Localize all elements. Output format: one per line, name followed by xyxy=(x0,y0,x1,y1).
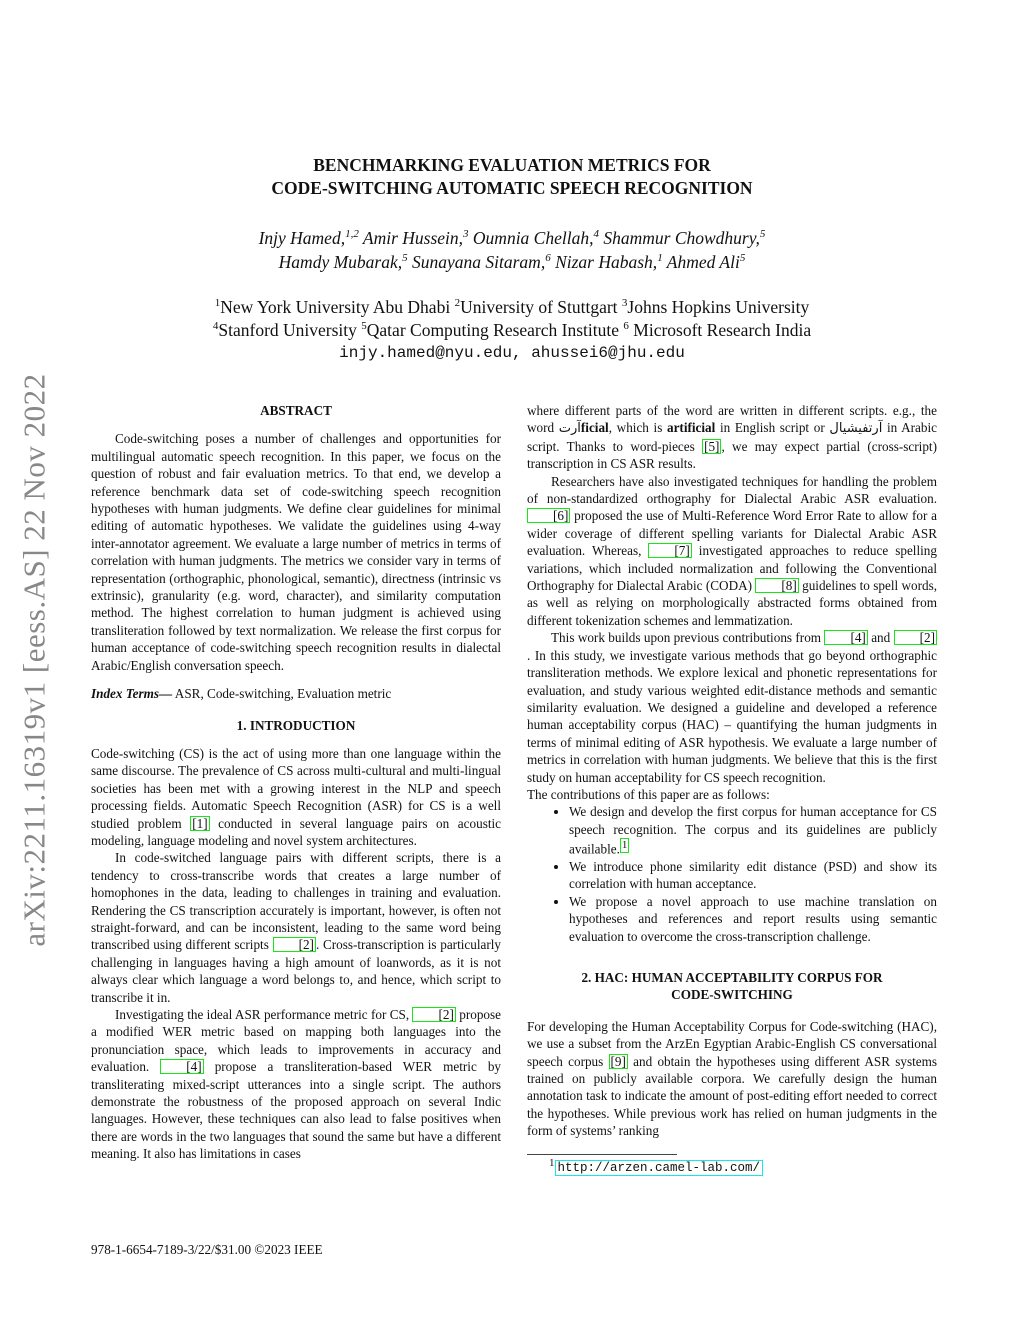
citation-link[interactable]: [1] xyxy=(192,815,208,831)
right-paragraph-2 xyxy=(527,473,937,630)
left-column xyxy=(91,402,501,1163)
affiliation-line-2 xyxy=(120,319,904,342)
text-run: investigated approaches to reduce spelling variations, which included normalization and following the Conventional Orthography for Dialectal Arabic (CODA) xyxy=(527,543,937,594)
author-sup: 4 xyxy=(593,228,599,241)
affil-sup: 3 xyxy=(621,297,628,310)
affil-sup: 5 xyxy=(361,320,367,333)
arabic-word: آرتفيشيال xyxy=(829,421,883,437)
list-item: • We introduce phone similarity edit distance (PSD) and show its correlation with human acceptance. xyxy=(569,858,937,893)
author-list xyxy=(120,226,904,274)
right-paragraph-3 xyxy=(527,629,937,786)
citation-link[interactable]: [7] xyxy=(648,543,691,558)
footnote xyxy=(527,1156,937,1176)
author-sup: 5 xyxy=(739,252,746,265)
index-terms-values: ASR, Code-switching, Evaluation metric xyxy=(174,686,392,702)
footnote-divider xyxy=(527,1154,677,1155)
affil-sup: 6 xyxy=(623,320,629,333)
footnote-url-link[interactable]: http://arzen.camel-lab.com/ xyxy=(555,1160,764,1176)
author-name: Injy Hamed, xyxy=(258,228,346,248)
text-run: propose a modified WER metric based on mapping both languages into the pronunciation space, which leads to improvements in accuracy and evaluation. xyxy=(91,1007,501,1075)
arabic-word: آرت xyxy=(558,421,581,437)
citation-link[interactable]: [2] xyxy=(273,937,316,952)
citation-link[interactable]: [4] xyxy=(160,1059,203,1074)
text-run: and obtain the hypotheses using different ASR systems trained on publicly available corpora. We carefully design the human annotation task to indicate the amount of post-editing effort needed to correct the hypotheses. While previous work has relied on human judgments in the form of systems’ ranking xyxy=(527,1053,937,1139)
section-2-paragraph xyxy=(527,1018,937,1140)
text-run: conducted in several language pairs on acoustic modeling, language modeling and novel system architectures. xyxy=(91,815,502,848)
right-paragraph-1 xyxy=(527,402,937,473)
text-run: where different parts of the word are written in different scripts. e.g., the word xyxy=(527,403,937,436)
index-terms xyxy=(91,685,501,702)
footnote-mark: 1 xyxy=(549,1156,555,1169)
author-sup: 6 xyxy=(545,252,551,265)
text-run: , we may expect partial (cross-script) transcription in CS ASR results. xyxy=(527,438,937,472)
intro-paragraph-1 xyxy=(91,745,501,849)
text-run: . In this study, we investigate various methods that go beyond orthographic transliteration methods. We explore lexical and phonetic representations for evaluation, and study various weighted edit-distance methods and semantic similarity evaluation. We designed a guideline and developed a reference human acceptability corpus (HAC) – quantifying the human judgments in terms of minimal editing of ASR hypothesis. We evaluate a large number of metrics in correlation with human judgments. We believe that this is the first study on human acceptability for CS speech recognition. xyxy=(527,647,937,785)
affil-name: Stanford University xyxy=(218,320,357,340)
text-run: . Cross-transcription is particularly challenging in languages having a high amount of loanwords, as it is not always clear which language a word belongs to, and hence, which script to transcribe it in. xyxy=(91,937,502,1005)
right-column xyxy=(527,402,937,1176)
citation-link[interactable]: [5] xyxy=(704,438,720,454)
author-sup: 5 xyxy=(402,252,408,265)
citation-link[interactable]: [6] xyxy=(527,508,570,523)
heading-line: CODE-SWITCHING xyxy=(671,987,793,1003)
text-run: guidelines to spell words, as well as relying on morphologically abstracted forms obtained from different tokenization schemes and lemmatization. xyxy=(527,578,938,628)
text-run: We design and develop the first corpus for human acceptance for CS speech recognition. The corpus and its guidelines are publicly available. xyxy=(569,804,937,857)
author-name: Nizar Habash, xyxy=(555,252,658,272)
text-run: Investigating the ideal ASR performance metric for CS, xyxy=(115,1007,410,1022)
affil-name: Johns Hopkins University xyxy=(627,297,810,317)
intro-heading: 1. INTRODUCTION xyxy=(236,717,356,733)
affiliations xyxy=(120,296,904,364)
title-line-1: BENCHMARKING EVALUATION METRICS FOR xyxy=(313,155,711,175)
author-name: Ahmed Ali xyxy=(666,252,740,272)
author-name: Amir Hussein, xyxy=(362,228,464,248)
arxiv-stamp-container xyxy=(0,335,70,985)
affil-sup: 4 xyxy=(212,320,219,333)
citation-link[interactable]: [2] xyxy=(894,630,937,645)
author-name: Oumnia Chellah, xyxy=(472,228,594,248)
text-run: Researchers have also investigated techniques for handling the problem of non-standardized orthography for Dialectal Arabic ASR evaluation. xyxy=(527,473,937,507)
text-run: Code-switching (CS) is the act of using more than one language within the same discourse. The prevalence of CS across multi-cultural and multi-lingual societies has been met with a growing interest in the NLP and speech processing fields. Automatic Speech Recognition (ASR) for CS is a well studied problem xyxy=(91,745,501,831)
list-item: • We propose a novel approach to use machine translation on hypotheses and references and report results using semantic evaluation to overcome the cross-transcription challenge. xyxy=(569,893,937,945)
bold-word: ficial xyxy=(580,420,609,436)
contributions-list xyxy=(527,803,937,945)
list-item xyxy=(569,803,937,858)
citation-link[interactable]: [8] xyxy=(755,578,798,593)
text-run: and xyxy=(871,630,891,646)
intro-paragraph-2 xyxy=(91,849,501,1006)
text-run: propose a transliteration-based WER metric by transliterating mixed-script utterances into a single script. The authors demonstrate the robustness of the proposed approach on several Indic languages. However, these techniques can also lead to false positives when there are words in the two languages that sound the same but have a different meaning. It also has limitations in cases xyxy=(91,1059,502,1162)
bold-word: artificial xyxy=(666,420,716,436)
author-sup: 3 xyxy=(463,228,469,241)
citation-link[interactable]: [4] xyxy=(824,630,867,645)
header xyxy=(120,154,904,364)
text-run: For developing the Human Acceptability Corpus for Code-switching (HAC), we use a subset from the ArzEn Egyptian Arabic-English CS conversational speech corpus xyxy=(527,1018,937,1069)
text-run: in Arabic script. Thanks to word-pieces xyxy=(527,420,938,454)
title-line-2: CODE-SWITCHING AUTOMATIC SPEECH RECOGNITION xyxy=(271,178,753,198)
text-run: This work builds upon previous contributions from xyxy=(551,630,822,646)
author-name: Sunayana Sitaram, xyxy=(412,252,546,272)
citation-link[interactable]: [2] xyxy=(412,1007,455,1022)
abstract-text: Code-switching poses a number of challenges and opportunities for multilingual automatic speech recognition. In this paper, we focus on the question of robust and fair evaluation metrics. To that end, we develop a reference benchmark data set of code-switching speech recognition hypotheses with human judgments. We define clear guidelines for minimal editing of automatic hypotheses. We validate the guidelines using 4-way inter-annotator agreement. We evaluate a large number of metrics in terms of correlation with human judgments. The metrics we consider vary in terms of representation (orthographic, phonological, semantic), directness (intrinsic vs extrinsic), granularity (e.g. word, character), and similarity computation method. The highest correlation to human judgment is achieved using transliteration followed by text normalization. We release the first corpus for human acceptance of code-switching speech recognition results in dialectal Arabic/English conversation speech. xyxy=(91,431,501,673)
copyright-notice: 978-1-6654-7189-3/22/$31.00 ©2023 IEEE xyxy=(91,1242,323,1257)
text-run: proposed the use of Multi-Reference Word Error Rate to allow for a wider coverage of different spelling variants for Dialectal Arabic ASR evaluation. Whereas, xyxy=(527,508,938,559)
paper-title xyxy=(120,154,904,200)
author-line-2 xyxy=(120,250,904,274)
index-terms-label: Index Terms— xyxy=(91,686,173,702)
affil-sup: 1 xyxy=(214,297,221,310)
heading-line: 2. HAC: HUMAN ACCEPTABILITY CORPUS FOR xyxy=(581,969,883,985)
text-run: In code-switched language pairs with different scripts, there is a tendency to cross-transcribe words that creates a large number of homophones in the data, leading to challenges in training and evaluation. Rendering the CS transcription accurately is important, however, is often not straight-forward, and can be inconsistent, leading to the same word being transcribed using different scripts xyxy=(91,850,501,953)
arxiv-stamp: arXiv:2211.16319v1 [eess.AS] 22 Nov 2022 xyxy=(17,373,53,947)
author-name: Shammur Chowdhury, xyxy=(603,228,760,248)
affiliation-line-1 xyxy=(120,296,904,319)
author-sup: 1,2 xyxy=(345,228,359,241)
author-sup: 5 xyxy=(759,228,766,241)
affil-name: New York University Abu Dhabi xyxy=(220,297,451,317)
affil-name: Microsoft Research India xyxy=(633,320,812,340)
affil-sup: 2 xyxy=(454,297,461,310)
contributions-intro: The contributions of this paper are as follows: xyxy=(527,786,770,802)
author-name: Hamdy Mubarak, xyxy=(278,252,403,272)
text-run: , which is xyxy=(608,420,663,436)
footnote-link[interactable]: 1 xyxy=(621,839,628,852)
affil-name: Qatar Computing Research Institute xyxy=(366,320,620,340)
author-sup: 1 xyxy=(657,252,663,265)
section-2-heading xyxy=(527,969,937,1004)
text-run: in English script or xyxy=(719,420,825,436)
author-emails: injy.hamed@nyu.edu, ahussei6@jhu.edu xyxy=(339,344,685,362)
abstract-heading: ABSTRACT xyxy=(260,403,332,418)
citation-link[interactable]: [9] xyxy=(610,1053,626,1069)
intro-paragraph-3 xyxy=(91,1006,501,1163)
affil-name: University of Stuttgart xyxy=(460,297,618,317)
author-line-1 xyxy=(120,226,904,250)
